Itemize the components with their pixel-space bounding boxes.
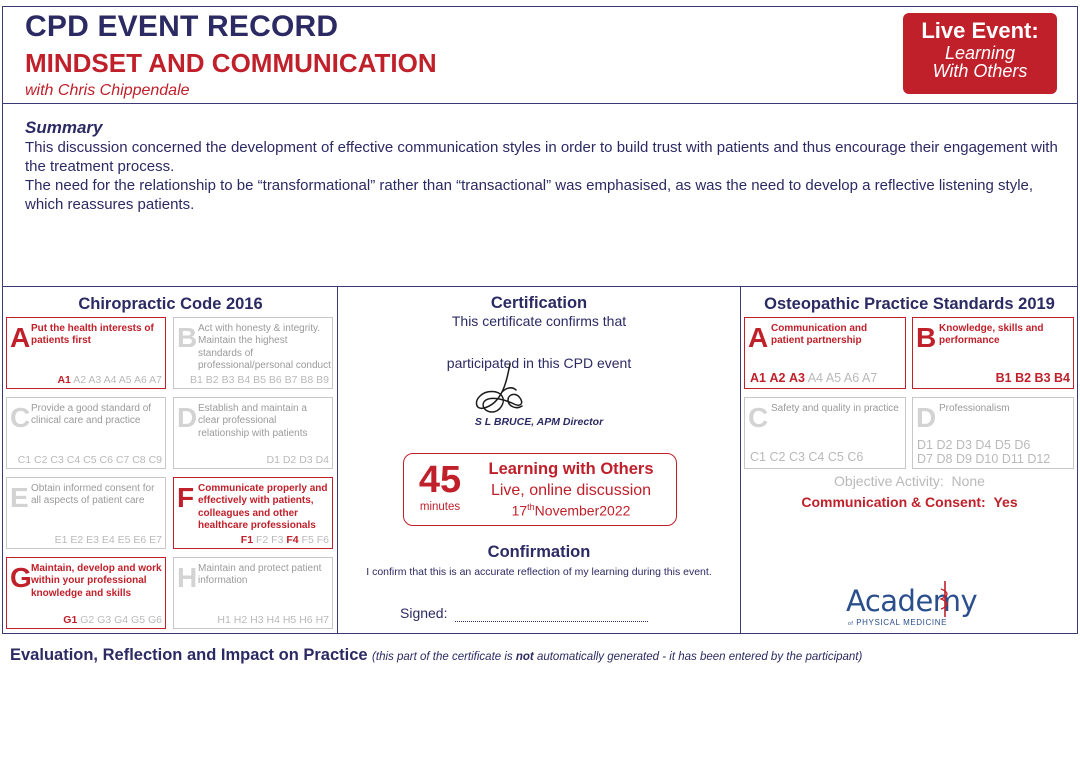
osteo-box-a	[744, 317, 906, 389]
code-tick: G2	[80, 614, 95, 626]
code-tick: F4	[286, 534, 299, 546]
osteo-description: Professionalism	[939, 403, 1010, 414]
osteo-codes	[750, 371, 877, 385]
academy-logo	[840, 585, 1000, 630]
chiro-description: Maintain, develop and work within your professional knowledge and skills	[31, 563, 162, 599]
code-tick: E4	[101, 534, 115, 546]
code-tick: D4	[975, 438, 992, 452]
event-date-suffix: th	[527, 502, 535, 512]
code-tick: E6	[133, 534, 147, 546]
evaluation-note-start: (this part of the certificate is	[372, 651, 516, 663]
code-tick: D11	[1001, 452, 1024, 466]
osteo-letter: C	[748, 402, 769, 433]
code-tick: A1	[57, 374, 71, 386]
event-title: MINDSET AND COMMUNICATION	[25, 48, 437, 78]
evaluation-note-end: automatically generated - it has been entered by the participant)	[533, 651, 863, 663]
chiro-letter: E	[10, 482, 29, 513]
badge-line-1: Live Event:	[921, 18, 1039, 43]
chiro-box-f	[173, 477, 333, 549]
chiro-letter: G	[10, 562, 32, 593]
chiro-codes	[55, 534, 162, 546]
format-subtitle: Live, online discussion	[490, 482, 652, 499]
code-tick: A5	[825, 371, 842, 385]
chiro-description: Establish and maintain a clear professional relationship with patients	[198, 403, 308, 439]
code-tick: F2	[255, 534, 269, 546]
event-date-rest: November2022	[534, 502, 631, 519]
chiro-box-d	[173, 397, 333, 469]
code-tick: F3	[271, 534, 284, 546]
code-tick: C1	[750, 450, 766, 464]
chiro-codes	[241, 534, 329, 546]
code-tick: A2	[73, 374, 87, 386]
communication-consent-value: Yes	[993, 494, 1018, 510]
code-tick: D5	[994, 438, 1011, 452]
code-tick: H4	[266, 614, 280, 626]
code-tick: C2	[34, 454, 48, 466]
code-tick: G6	[147, 614, 162, 626]
minutes-value: 45	[418, 459, 462, 501]
objective-activity-value: None	[951, 473, 985, 489]
code-tick: B6	[268, 374, 282, 386]
code-tick: E1	[54, 534, 68, 546]
chiro-letter: B	[177, 322, 198, 353]
chiro-box-e	[6, 477, 166, 549]
event-date	[476, 502, 666, 519]
chiro-description: Provide a good standard of clinical care and practice	[31, 403, 152, 427]
chiro-box-g	[6, 557, 166, 629]
document-title: CPD EVENT RECORD	[25, 10, 339, 43]
chiro-letter: D	[177, 402, 198, 433]
evaluation-note	[372, 651, 862, 663]
code-tick: A5	[118, 374, 132, 386]
code-tick: A7	[149, 374, 162, 386]
code-tick: D3	[299, 454, 313, 466]
chiro-codes	[217, 614, 329, 626]
code-tick: B9	[316, 374, 329, 386]
code-tick: C5	[83, 454, 97, 466]
code-tick: D6	[1014, 438, 1031, 452]
code-tick: E5	[117, 534, 131, 546]
summary-body	[25, 138, 1065, 214]
event-date-day: 17	[511, 502, 528, 519]
code-tick: C6	[99, 454, 113, 466]
summary-paragraph: The need for the relationship to be “transformational” rather than “transactional” was emphasised, as was the need to develop a reflective listening style, which reassures patients.	[25, 177, 1034, 213]
code-tick: A6	[133, 374, 147, 386]
code-tick: C6	[847, 450, 864, 464]
chiro-letter: A	[10, 322, 31, 353]
osteo-description: Knowledge, skills and performance	[939, 323, 1044, 347]
code-tick: B2	[205, 374, 219, 386]
code-tick: C2	[769, 450, 786, 464]
code-tick: D2	[936, 438, 953, 452]
code-tick: G4	[114, 614, 129, 626]
code-tick: C1	[17, 454, 32, 466]
confirmation-title: Confirmation	[487, 543, 591, 561]
code-tick: D1	[266, 454, 280, 466]
chiro-box-h	[173, 557, 333, 629]
code-tick: C7	[115, 454, 130, 466]
code-tick: A4	[103, 374, 117, 386]
column-divider-left	[337, 287, 338, 634]
logo-subtitle-prefix: of	[848, 621, 854, 627]
badge-line-2: Learning	[944, 43, 1016, 63]
chiro-codes	[18, 454, 162, 466]
objective-activity-label: Objective Activity:	[834, 473, 944, 489]
code-tick: D8	[936, 452, 953, 466]
code-tick: B4	[237, 374, 251, 386]
evaluation-section	[10, 646, 862, 665]
code-tick: B2	[1015, 371, 1032, 385]
code-tick: A2	[769, 371, 786, 385]
osteo-description: Safety and quality in practice	[771, 403, 899, 414]
logo-subtitle-rest: PHYSICAL MEDICINE	[856, 618, 948, 627]
code-tick: G1	[63, 614, 78, 626]
chiro-letter: H	[177, 562, 198, 593]
osteo-codes	[996, 371, 1070, 385]
code-tick: E3	[86, 534, 99, 546]
signature-line[interactable]	[455, 621, 648, 622]
code-tick: A3	[788, 371, 805, 385]
osteo-codes	[750, 450, 863, 464]
code-tick: F5	[301, 534, 314, 546]
logo-subtitle	[848, 618, 947, 627]
code-tick: H2	[233, 614, 248, 626]
code-tick: A1	[750, 371, 766, 385]
chiro-code-title: Chiropractic Code 2016	[78, 295, 263, 313]
code-tick: H3	[250, 614, 264, 626]
code-tick: C3	[50, 454, 64, 466]
format-title: Learning with Others	[488, 460, 654, 478]
code-tick: B4	[1054, 371, 1070, 385]
code-tick: C4	[808, 450, 825, 464]
code-tick: B7	[284, 374, 298, 386]
objective-activity	[741, 473, 1078, 489]
code-tick: B3	[221, 374, 235, 386]
osteo-description: Communication and patient partnership	[771, 323, 868, 347]
code-tick: B1	[995, 371, 1012, 385]
osteo-box-b	[912, 317, 1074, 389]
summary-paragraph: This discussion concerned the development of effective communication styles in order to build trust with patients and thus encourage their engagement with the treatment process.	[25, 139, 1058, 175]
certification-line-1: This certificate confirms that	[451, 313, 627, 329]
code-tick: B8	[300, 374, 314, 386]
director-signature	[462, 360, 542, 420]
caduceus-icon	[938, 579, 952, 619]
chiro-letter: C	[10, 402, 31, 433]
minutes-label: minutes	[419, 501, 461, 513]
signed-label: Signed:	[400, 605, 448, 621]
chiro-description: Maintain and protect patient information	[198, 563, 322, 587]
osteo-box-c	[744, 397, 906, 469]
code-tick: H1	[217, 614, 231, 626]
live-event-badge	[903, 13, 1057, 94]
osteo-letter: D	[916, 402, 937, 433]
summary-divider	[2, 286, 1078, 287]
code-tick: C4	[66, 454, 81, 466]
chiro-description: Put the health interests of patients first	[31, 323, 154, 347]
chiro-codes	[57, 374, 162, 386]
chiro-box-c	[6, 397, 166, 469]
code-tick: D3	[955, 438, 972, 452]
chiro-codes	[190, 374, 329, 386]
certification-line-2: participated in this CPD event	[446, 355, 632, 371]
code-tick: E7	[149, 534, 162, 546]
chiro-description: Act with honesty & integrity. Maintain the highest standards of professional/personal conduct	[198, 323, 331, 371]
summary-heading: Summary	[25, 118, 103, 137]
code-tick: H6	[299, 614, 313, 626]
code-tick: B1	[190, 374, 203, 386]
duration-panel	[403, 453, 677, 526]
osteo-standards-title: Osteopathic Practice Standards 2019	[764, 295, 1055, 313]
code-tick: E2	[70, 534, 84, 546]
code-tick: F6	[316, 534, 329, 546]
communication-consent	[741, 494, 1078, 510]
code-tick: A7	[862, 371, 878, 385]
badge-line-3: With Others	[932, 61, 1028, 81]
code-tick: D1	[917, 438, 933, 452]
chiro-box-b	[173, 317, 333, 389]
code-tick: D12	[1027, 452, 1051, 466]
header-divider	[2, 103, 1078, 104]
director-name: S L BRUCE, APM Director	[474, 416, 604, 428]
logo-wordmark: Academy	[846, 584, 978, 618]
osteo-letter: A	[748, 322, 769, 353]
code-tick: A6	[843, 371, 860, 385]
code-tick: A3	[88, 374, 102, 386]
evaluation-note-emphasis: not	[515, 651, 534, 663]
code-tick: D9	[955, 452, 972, 466]
code-tick: D4	[315, 454, 329, 466]
confirmation-text: I confirm that this is an accurate reflection of my learning during this event.	[366, 566, 712, 578]
code-tick: C9	[148, 454, 162, 466]
code-tick: B5	[253, 374, 266, 386]
chiro-box-a	[6, 317, 166, 389]
code-tick: C8	[132, 454, 146, 466]
code-tick: C3	[788, 450, 805, 464]
code-tick: G3	[97, 614, 112, 626]
column-divider-right	[740, 287, 741, 634]
osteo-box-d	[912, 397, 1074, 469]
code-tick: A4	[807, 371, 824, 385]
evaluation-heading: Evaluation, Reflection and Impact on Practice	[10, 646, 368, 664]
chiro-description: Communicate properly and effectively with patients, colleagues and other healthcare professionals	[198, 483, 328, 531]
communication-consent-label: Communication & Consent:	[801, 494, 986, 510]
presenter-name: with Chris Chippendale	[25, 82, 190, 99]
chiro-letter: F	[177, 482, 195, 513]
chiro-description: Obtain informed consent for all aspects of patient care	[31, 483, 155, 507]
osteo-letter: B	[916, 322, 937, 353]
code-tick: B3	[1034, 371, 1051, 385]
code-tick: D2	[282, 454, 297, 466]
code-tick: D10	[975, 452, 999, 466]
code-tick: G5	[131, 614, 146, 626]
code-tick: C5	[827, 450, 844, 464]
chiro-codes	[266, 454, 329, 466]
code-tick: H7	[315, 614, 329, 626]
certification-title: Certification	[490, 294, 588, 312]
chiro-codes	[63, 614, 162, 626]
osteo-codes	[917, 438, 1050, 466]
code-tick: D7	[917, 452, 933, 466]
code-tick: H5	[282, 614, 297, 626]
code-tick: F1	[240, 534, 254, 546]
